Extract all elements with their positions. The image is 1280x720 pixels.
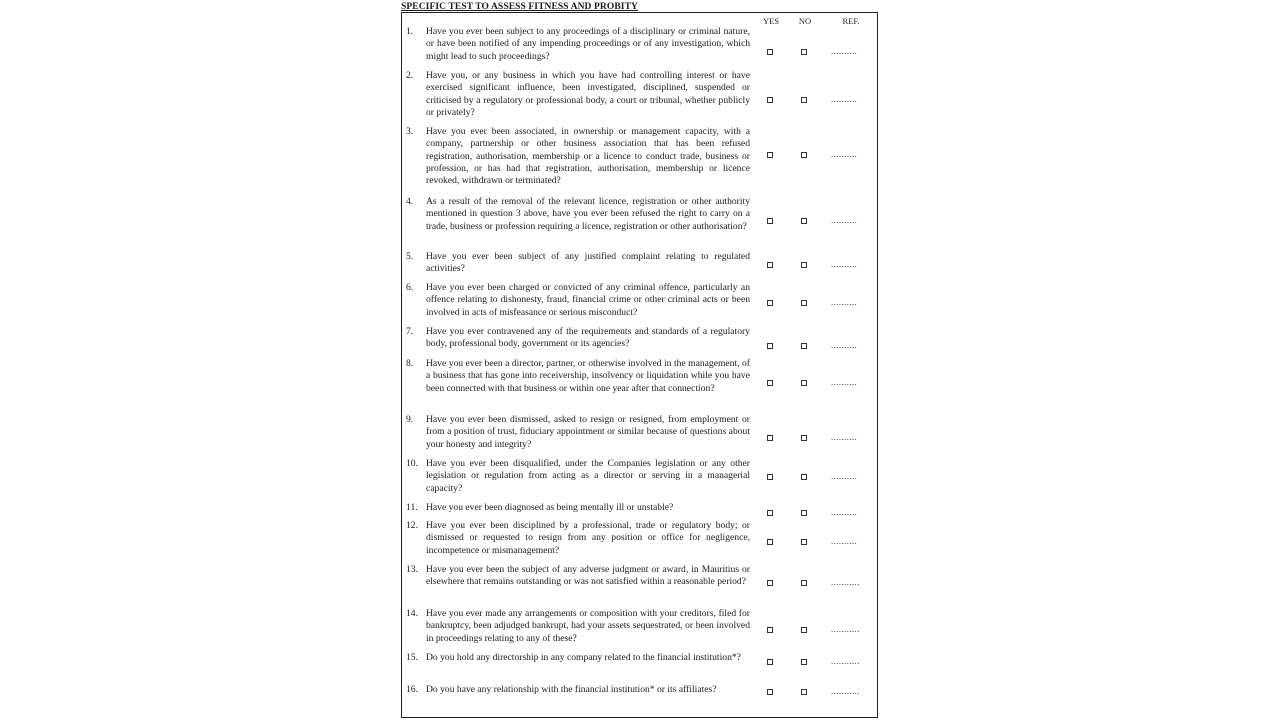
question-text: Have you ever been a director, partner, or otherwise involved in the management, of a business that has gone into receivership, insolvency or liquidation while you have been connected with that business or within one year after that connection? [426, 358, 750, 394]
question-item [406, 652, 750, 664]
question-item [406, 358, 750, 395]
no-checkbox[interactable] [801, 152, 807, 158]
question-number: 4. [406, 196, 414, 207]
ref-field[interactable]: .......... [831, 94, 858, 104]
no-checkbox[interactable] [801, 510, 807, 516]
question-number: 1. [406, 26, 414, 37]
question-item [406, 564, 750, 589]
question-number: 2. [406, 70, 414, 81]
yes-checkbox[interactable] [767, 539, 773, 545]
yes-checkbox[interactable] [767, 262, 773, 268]
yes-checkbox[interactable] [767, 343, 773, 349]
question-item [406, 326, 750, 351]
question-text: Have you, or any business in which you have had controlling interest or have exercised significant influence, been investigated, disciplined, suspended or criticised by a regulatory or professional body, a court or tribunal, whether publicly or privately? [426, 70, 750, 118]
question-text: Have you ever been disqualified, under the Companies legislation or any other legislation or regulation from acting as a director or serving in a managerial capacity? [426, 458, 750, 494]
no-checkbox[interactable] [801, 435, 807, 441]
ref-field[interactable]: .......... [831, 215, 858, 225]
ref-field[interactable]: .......... [831, 149, 858, 159]
question-text: Do you hold any directorship in any company related to the financial institution*? [426, 652, 741, 663]
question-text: Have you ever made any arrangements or composition with your creditors, filed for bankruptcy, been adjudged bankrupt, had your assets sequestrated, or been involved in proceedings relating to any of these? [426, 608, 750, 644]
question-text: Have you ever been the subject of any adverse judgment or award, in Mauritius or elsewhere that remains outstanding or was not satisfied within a reasonable period? [426, 564, 750, 588]
no-checkbox[interactable] [801, 218, 807, 224]
ref-field[interactable]: .......... [831, 340, 858, 350]
ref-field[interactable]: .......... [831, 259, 858, 269]
question-item [406, 608, 750, 645]
no-checkbox[interactable] [801, 343, 807, 349]
yes-checkbox[interactable] [767, 474, 773, 480]
yes-checkbox[interactable] [767, 689, 773, 695]
no-checkbox[interactable] [801, 474, 807, 480]
ref-field[interactable]: .......... [831, 536, 858, 546]
document-title: SPECIFIC TEST TO ASSESS FITNESS AND PROBITY [401, 2, 638, 12]
ref-field[interactable]: ........... [831, 624, 860, 634]
question-item [406, 196, 750, 233]
ref-field[interactable]: .......... [831, 46, 858, 56]
yes-checkbox[interactable] [767, 152, 773, 158]
yes-checkbox[interactable] [767, 218, 773, 224]
yes-checkbox[interactable] [767, 300, 773, 306]
no-checkbox[interactable] [801, 659, 807, 665]
question-number: 7. [406, 326, 414, 337]
question-number: 8. [406, 358, 414, 369]
question-item [406, 26, 750, 63]
question-text: Have you ever been subject to any proceedings of a disciplinary or criminal nature, or have been notified of any impending proceedings or of any investigation, which might lead to such proceedings? [426, 26, 750, 62]
question-number: 5. [406, 251, 414, 262]
yes-checkbox[interactable] [767, 659, 773, 665]
no-checkbox[interactable] [801, 300, 807, 306]
question-number: 12. [406, 520, 418, 531]
question-number: 15. [406, 652, 418, 663]
question-item [406, 70, 750, 119]
question-text: Have you ever been charged or convicted of any criminal offence, particularly an offence relating to dishonesty, fraud, financial crime or other criminal acts or been involved in acts of misfeasance or serious misconduct? [426, 282, 750, 318]
question-text: Have you ever been associated, in ownership or management capacity, with a company, partnership or other business association that has been refused registration, authorisation, membership or a licence to conduct trade, business or profession, or has had that registration, authorisation, membership or licence revoked, withdrawn or terminated? [426, 126, 750, 187]
question-item [406, 520, 750, 557]
question-item [406, 414, 750, 451]
ref-column-header: REF. [842, 16, 860, 26]
question-number: 14. [406, 608, 418, 619]
question-text: Have you ever contravened any of the requirements and standards of a regulatory body, professional body, government or its agencies? [426, 326, 750, 350]
question-item [406, 502, 750, 514]
question-text: Do you have any relationship with the financial institution* or its affiliates? [426, 684, 717, 695]
question-text: Have you ever been disciplined by a professional, trade or regulatory body; or dismissed or requested to resign from any position or office for negligence, incompetence or mismanagement? [426, 520, 750, 556]
question-text: As a result of the removal of the relevant licence, registration or other authority mentioned in question 3 above, have you ever been refused the right to carry on a trade, business or profession requiring a licence, registration or other authorisation? [426, 196, 750, 232]
ref-field[interactable]: ........... [831, 577, 860, 587]
question-number: 11. [406, 502, 418, 513]
no-checkbox[interactable] [801, 689, 807, 695]
ref-field[interactable]: .......... [831, 377, 858, 387]
question-text: Have you ever been subject of any justified complaint relating to regulated activities? [426, 251, 750, 275]
yes-checkbox[interactable] [767, 627, 773, 633]
no-checkbox[interactable] [801, 580, 807, 586]
ref-field[interactable]: ........... [831, 656, 860, 666]
question-text: Have you ever been dismissed, asked to resign or resigned, from employment or from a position of trust, fiduciary appointment or similar because of questions about your honesty and integrity? [426, 414, 750, 450]
no-checkbox[interactable] [801, 627, 807, 633]
ref-field[interactable]: .......... [831, 471, 858, 481]
ref-field[interactable]: .......... [831, 507, 858, 517]
no-column-header: NO [798, 16, 812, 26]
yes-checkbox[interactable] [767, 580, 773, 586]
yes-checkbox[interactable] [767, 49, 773, 55]
question-item [406, 282, 750, 319]
ref-field[interactable]: .......... [831, 432, 858, 442]
no-checkbox[interactable] [801, 97, 807, 103]
question-number: 6. [406, 282, 414, 293]
ref-field[interactable]: ........... [831, 686, 860, 696]
yes-checkbox[interactable] [767, 97, 773, 103]
question-item [406, 251, 750, 276]
question-item [406, 458, 750, 495]
yes-checkbox[interactable] [767, 380, 773, 386]
question-number: 13. [406, 564, 418, 575]
no-checkbox[interactable] [801, 539, 807, 545]
question-item [406, 126, 750, 187]
question-number: 16. [406, 684, 418, 695]
yes-checkbox[interactable] [767, 510, 773, 516]
yes-column-header: YES [762, 16, 780, 26]
no-checkbox[interactable] [801, 262, 807, 268]
question-item [406, 684, 750, 696]
question-number: 9. [406, 414, 414, 425]
no-checkbox[interactable] [801, 380, 807, 386]
no-checkbox[interactable] [801, 49, 807, 55]
question-text: Have you ever been diagnosed as being mentally ill or unstable? [426, 502, 674, 513]
ref-field[interactable]: .......... [831, 297, 858, 307]
yes-checkbox[interactable] [767, 435, 773, 441]
question-number: 3. [406, 126, 414, 137]
question-number: 10. [406, 458, 418, 469]
